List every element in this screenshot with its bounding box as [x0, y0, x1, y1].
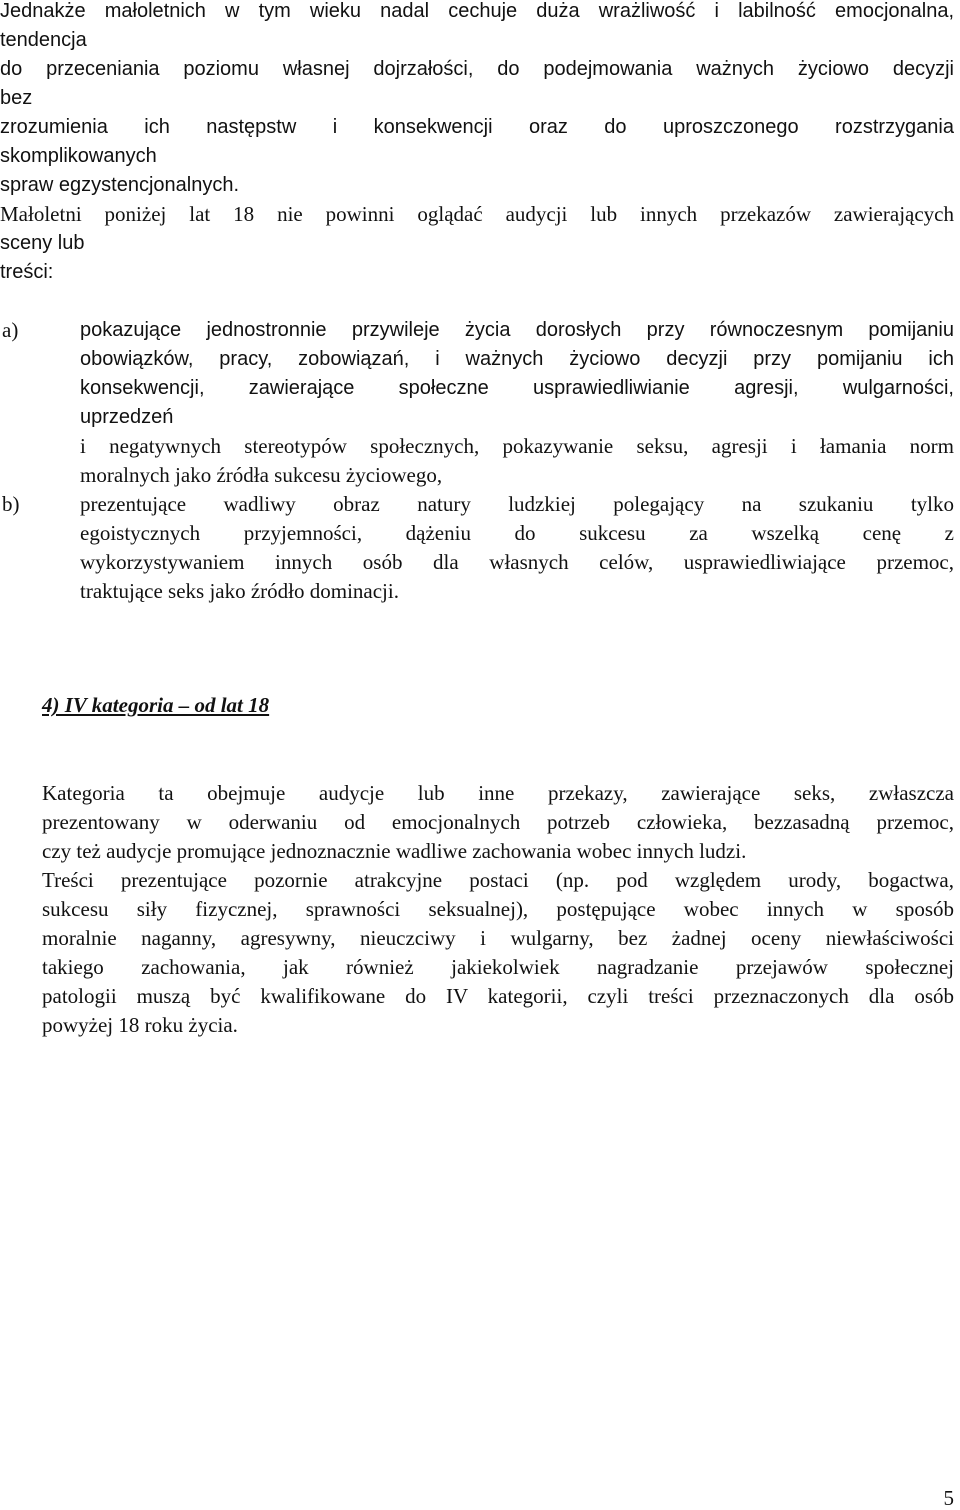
intro-line: zrozumienia ich następstw i konsekwencji oraz do uproszczonego rozstrzygania	[0, 116, 954, 138]
page-number: 5	[943, 1486, 954, 1510]
section-line: powyżej 18 roku życia.	[42, 1013, 238, 1037]
intro-line: bez	[0, 87, 33, 109]
section-heading: 4) IV kategoria – od lat 18	[42, 693, 270, 717]
list-line: prezentujące wadliwy obraz natury ludzkiej polegający na szukaniu tylko	[80, 492, 954, 516]
intro-line: Małoletni poniżej lat 18 nie powinni oglądać audycji lub innych przekazów zawierających	[0, 202, 954, 226]
list-marker: b)	[2, 492, 20, 516]
intro-line: tendencja	[0, 29, 87, 51]
section-line: sukcesu siły fizycznej, sprawności seksualnej), postępujące wobec innych w sposób	[42, 897, 954, 921]
list-line: i negatywnych stereotypów społecznych, pokazywanie seksu, agresji i łamania norm	[80, 434, 954, 458]
section-line: moralnie naganny, agresywny, nieuczciwy i wulgarny, bez żadnej oceny niewłaściwości	[42, 926, 954, 950]
list-line: pokazujące jednostronnie przywileje życia dorosłych przy równoczesnym pomijaniu	[80, 319, 954, 341]
list-marker: a)	[2, 318, 19, 342]
list-line: egoistycznych przyjemności, dążeniu do sukcesu za wszelką cenę z	[80, 521, 954, 545]
list-line: wykorzystywaniem innych osób dla własnych celów, usprawiedliwiające przemoc,	[80, 550, 954, 574]
list-line: moralnych jako źródła sukcesu życiowego,	[80, 463, 443, 487]
section-line: takiego zachowania, jak również jakiekolwiek nagradzanie przejawów społecznej	[42, 955, 954, 979]
list-line: obowiązków, pracy, zobowiązań, i ważnych życiowo decyzji przy pomijaniu ich	[80, 348, 954, 370]
list-line: konsekwencji, zawierające społeczne usprawiedliwianie agresji, wulgarności,	[80, 377, 954, 399]
intro-line: spraw egzystencjonalnych.	[0, 174, 240, 196]
intro-line: sceny lub	[0, 232, 85, 254]
section-line: Treści prezentujące pozornie atrakcyjne postaci (np. pod względem urody, bogactwa,	[42, 868, 954, 892]
section-line: prezentowany w oderwaniu od emocjonalnych potrzeb człowieka, bezzasadną przemoc,	[42, 810, 954, 834]
section-line: Kategoria ta obejmuje audycje lub inne przekazy, zawierające seks, zwłaszcza	[42, 781, 954, 805]
intro-line: skomplikowanych	[0, 145, 157, 167]
intro-line: do przeceniania poziomu własnej dojrzałości, do podejmowania ważnych życiowo decyzji	[0, 58, 954, 80]
intro-line: Jednakże małoletnich w tym wieku nadal cechuje duża wrażliwość i labilność emocjonalna,	[0, 0, 954, 22]
list-line: uprzedzeń	[80, 406, 174, 428]
list-line: traktujące seks jako źródło dominacji.	[80, 579, 399, 603]
intro-line: treści:	[0, 261, 54, 283]
section-line: czy też audycje promujące jednoznacznie wadliwe zachowania wobec innych ludzi.	[42, 839, 747, 863]
section-line: patologii muszą być kwalifikowane do IV kategorii, czyli treści przeznaczonych dla osób	[42, 984, 954, 1008]
